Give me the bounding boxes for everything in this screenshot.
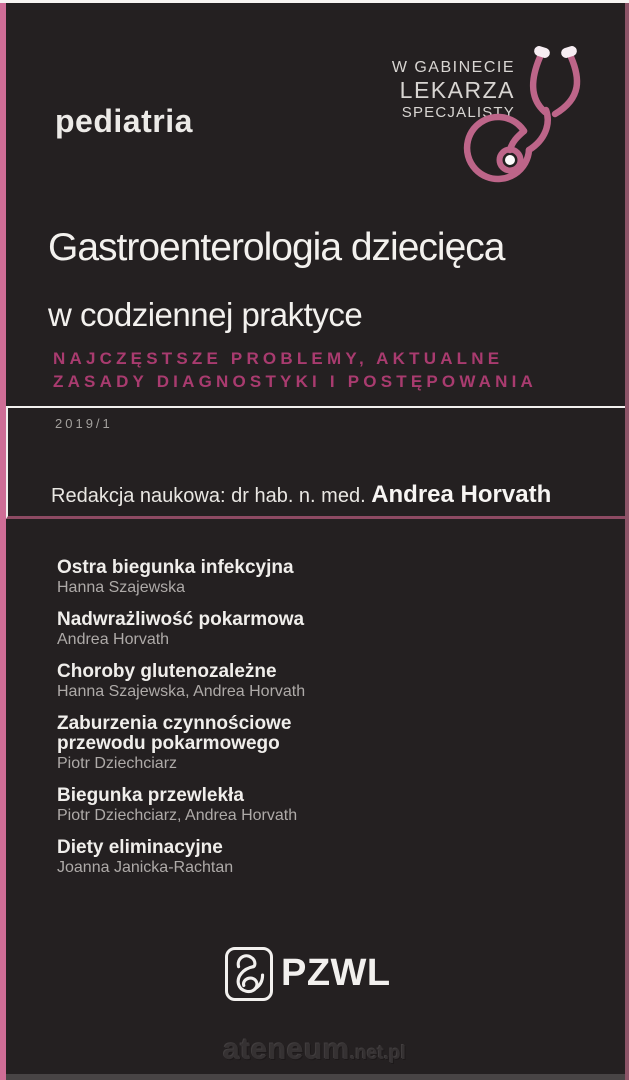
series-badge-line1: W GABINECIE	[391, 59, 515, 76]
issue-editor-panel	[6, 406, 625, 519]
stethoscope-icon	[460, 40, 590, 190]
right-edge-line	[625, 2, 629, 1080]
tagline-line1: NAJCZĘSTSZE PROBLEMY, AKTUALNE	[53, 349, 504, 368]
toc-item-authors: Piotr Dziechciarz	[57, 755, 178, 772]
publisher-name: PZWL	[281, 952, 391, 994]
bottom-edge-strip	[0, 1074, 629, 1080]
watermark	[0, 1033, 629, 1067]
edition-label: pediatria	[55, 103, 193, 139]
toc-item	[57, 558, 387, 597]
series-badge-line3: SPECJALISTY	[401, 104, 515, 121]
toc-item-title: Zaburzenia czynnościowe przewodu pokarmowego	[57, 713, 292, 754]
toc-item-title: Diety eliminacyjne	[57, 837, 223, 858]
top-edge-strip	[0, 0, 629, 3]
toc-item-title: Nadwrażliwość pokarmowa	[57, 609, 305, 630]
toc-item-authors: Hanna Szajewska, Andrea Horvath	[57, 683, 306, 700]
tagline-line2: ZASADY DIAGNOSTYKI I POSTĘPOWANIA	[53, 372, 537, 391]
toc-item-authors: Joanna Janicka-Rachtan	[57, 859, 234, 876]
toc-item-authors: Andrea Horvath	[57, 631, 170, 648]
table-of-contents	[57, 558, 387, 890]
editor-line	[51, 481, 551, 509]
toc-item-authors: Piotr Dziechciarz, Andrea Horvath	[57, 807, 298, 824]
toc-item	[57, 838, 387, 877]
book-subtitle: w codziennej praktyce	[48, 296, 363, 333]
watermark-main: ateneum	[223, 1033, 350, 1066]
toc-item	[57, 662, 387, 701]
left-pink-stripe	[0, 0, 6, 1080]
toc-item-title: Biegunka przewlekła	[57, 785, 244, 806]
book-title: Gastroenterologia dziecięca	[48, 226, 505, 269]
watermark-suffix: .net.pl	[349, 1043, 406, 1064]
pzwl-swan-icon	[228, 950, 270, 998]
series-badge-line2: LEKARZA	[399, 77, 515, 103]
issue-number: 2019/1	[55, 416, 113, 431]
publisher-logo-box	[225, 947, 273, 1001]
toc-item-title: Ostra biegunka infekcyjna	[57, 557, 294, 578]
editor-prefix: Redakcja naukowa: dr hab. n. med.	[51, 485, 372, 507]
toc-item-authors: Hanna Szajewska	[57, 579, 186, 596]
tagline	[53, 347, 537, 393]
toc-item-title: Choroby glutenozależne	[57, 661, 277, 682]
editor-name: Andrea Horvath	[371, 481, 552, 508]
toc-item	[57, 610, 387, 649]
toc-item	[57, 786, 387, 825]
toc-item	[57, 714, 387, 773]
